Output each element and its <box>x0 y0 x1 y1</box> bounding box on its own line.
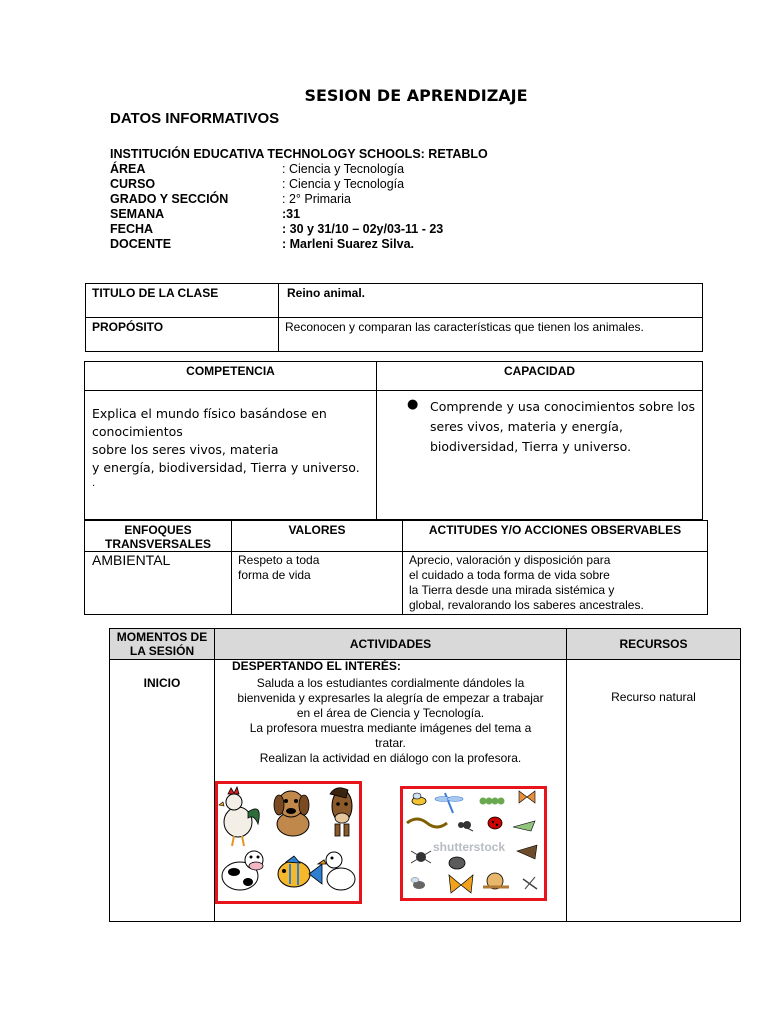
activity-line: en el área de Ciencia y Tecnología. <box>296 706 485 720</box>
table-row <box>85 521 708 552</box>
rooster-icon <box>219 787 259 846</box>
activity-line: Realizan la actividad en diálogo con la profesora. <box>259 751 522 765</box>
approaches-table <box>84 520 708 615</box>
butterfly-icon <box>449 875 473 893</box>
activity-line: tratar. <box>375 736 406 750</box>
info-value-semana: :31 <box>282 207 301 221</box>
info-value-docente: : Marleni Suarez Silva. <box>282 237 414 251</box>
attitudes-cell <box>403 552 708 615</box>
fish-icon <box>278 856 322 887</box>
moment-cell: INICIO <box>110 660 215 922</box>
purpose-value: Reconocen y comparan las características que tienen los animales. <box>279 318 703 352</box>
info-label-docente: DOCENTE <box>110 237 172 251</box>
competence-line: . <box>92 478 96 489</box>
dog-icon <box>274 791 309 836</box>
ladybug-icon <box>488 817 502 829</box>
info-value-fecha: : 30 y 31/10 – 02y/03-11 - 23 <box>282 222 444 236</box>
table-row <box>85 552 708 615</box>
cricket-icon <box>517 845 537 859</box>
value-line: forma de vida <box>238 568 311 582</box>
competence-line: sobre los seres vivos, materia <box>92 442 279 457</box>
competence-line: Explica el mundo físico basándose en <box>92 406 327 421</box>
attitude-line: el cuidado a toda forma de vida sobre <box>409 568 610 582</box>
info-label-grado: GRADO Y SECCIÓN <box>110 192 229 206</box>
capacity-line: biodiversidad, Tierra y universo. <box>430 439 632 454</box>
small-animals-image <box>400 786 547 901</box>
attitude-line: global, revalorando los saberes ancestrales. <box>409 598 644 612</box>
class-info-table <box>85 283 703 352</box>
bullet-icon: ● <box>407 397 419 412</box>
table-row <box>85 362 703 391</box>
farm-animals-illustration <box>218 784 359 901</box>
attitudes-header: ACTITUDES Y/O ACCIONES OBSERVABLES <box>403 521 708 552</box>
capacity-header: CAPACIDAD <box>377 362 703 391</box>
info-value-curso: : Ciencia y Tecnología <box>282 177 405 191</box>
capacity-cell <box>377 391 703 520</box>
info-label-curso: CURSO <box>110 177 156 191</box>
spider-icon <box>411 851 431 863</box>
table-row <box>86 284 703 318</box>
beetle-icon <box>449 857 465 869</box>
worm-icon <box>407 819 447 827</box>
watermark: shutterstock <box>433 840 506 854</box>
info-label-area: ÁREA <box>110 162 146 176</box>
table-row <box>85 391 703 520</box>
table-row <box>110 629 741 660</box>
class-title-value: Reino animal. <box>279 284 703 318</box>
horse-icon <box>330 788 352 836</box>
activities-header: ACTIVIDADES <box>215 629 567 660</box>
institution-name: INSTITUCIÓN EDUCATIVA TECHNOLOGY SCHOOLS: RETABLO <box>110 147 488 161</box>
ant-icon <box>458 821 473 831</box>
approaches-header: ENFOQUES TRANSVERSALES <box>85 521 232 552</box>
butterfly-icon <box>519 791 535 803</box>
fly-icon <box>411 878 425 890</box>
approach-value: AMBIENTAL <box>85 552 232 615</box>
capacity-line: Comprende y usa conocimientos sobre los <box>430 399 695 414</box>
capacity-text <box>407 397 698 457</box>
capacity-line: seres vivos, materia y energía, <box>430 419 623 434</box>
info-value-grado: : 2° Primaria <box>282 192 351 206</box>
dragonfly-icon <box>435 793 463 813</box>
bee-icon <box>412 793 426 805</box>
values-cell <box>232 552 403 615</box>
cow-icon <box>222 851 263 890</box>
info-label-fecha: FECHA <box>110 222 154 236</box>
grasshopper-icon <box>513 821 535 831</box>
purpose-label: PROPÓSITO <box>86 318 279 352</box>
competence-line: conocimientos <box>92 424 183 439</box>
resource-cell: Recurso natural <box>567 660 741 922</box>
caterpillar-icon <box>480 798 505 805</box>
class-title-label: TITULO DE LA CLASE <box>86 284 279 318</box>
value-line: Respeto a toda <box>238 553 320 567</box>
activity-line: bienvenida y expresarles la alegría de empezar a trabajar <box>237 691 544 705</box>
competence-table <box>84 361 703 520</box>
info-label-semana: SEMANA <box>110 207 165 221</box>
activity-title: DESPERTANDO EL INTERÉS: <box>232 659 401 673</box>
moments-header: MOMENTOS DE LA SESIÓN <box>110 629 215 660</box>
info-value-area: : Ciencia y Tecnología <box>282 162 405 176</box>
attitude-line: Aprecio, valoración y disposición para <box>409 553 611 567</box>
activity-line: La profesora muestra mediante imágenes del tema a <box>249 721 532 735</box>
competence-line: y energía, biodiversidad, Tierra y universo. <box>92 460 360 475</box>
table-row <box>86 318 703 352</box>
small-animals-illustration <box>403 789 544 898</box>
mosquito-icon <box>523 877 537 889</box>
duck-icon <box>318 852 355 890</box>
document-title: SESION DE APRENDIZAJE <box>304 86 528 105</box>
values-header: VALORES <box>232 521 403 552</box>
competence-cell <box>85 391 377 520</box>
section-subtitle: DATOS INFORMATIVOS <box>110 110 280 127</box>
farm-animals-image <box>215 781 362 904</box>
attitude-line: la Tierra desde una mirada sistémica y <box>409 583 615 597</box>
competence-header: COMPETENCIA <box>85 362 377 391</box>
resources-header: RECURSOS <box>567 629 741 660</box>
activity-line: Saluda a los estudiantes cordialmente dándoles la <box>256 676 525 690</box>
snail-icon <box>483 873 509 889</box>
